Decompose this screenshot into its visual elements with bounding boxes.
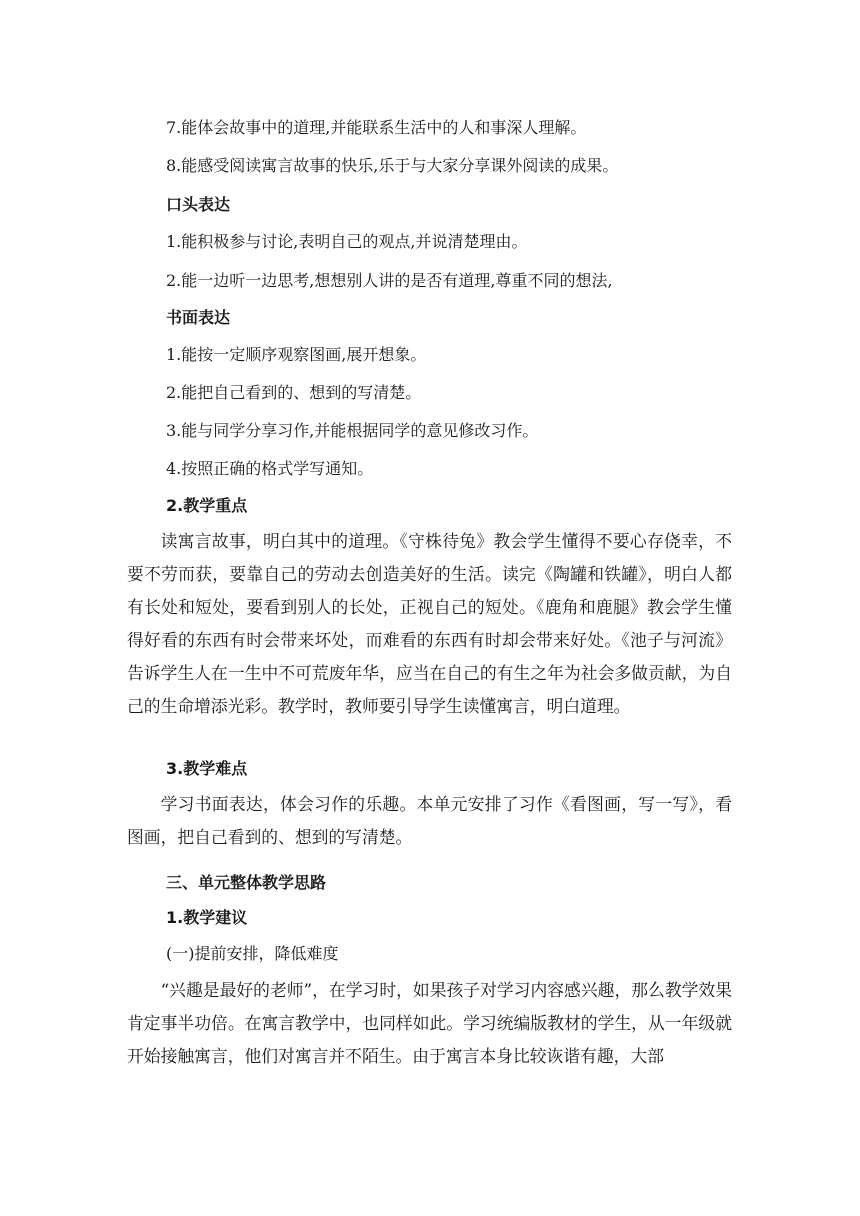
written-item-3: 3.能与同学分享习作,并能根据同学的意见修改习作。 xyxy=(166,421,539,440)
teaching-advice-subheading: (一)提前安排，降低难度 xyxy=(166,944,339,963)
teaching-advice-heading: 1.教学建议 xyxy=(166,908,248,927)
objective-item-8: 8.能感受阅读寓言故事的快乐,乐于与大家分享课外阅读的成果。 xyxy=(166,156,619,175)
written-item-4: 4.按照正确的格式学写通知。 xyxy=(166,459,374,478)
oral-item-1: 1.能积极参与讨论,表明自己的观点,并说清楚理由。 xyxy=(166,232,528,251)
oral-expression-heading: 口头表达 xyxy=(166,195,231,214)
oral-item-2: 2.能一边听一边思考,想想别人讲的是否有道理,尊重不同的想法, xyxy=(166,271,613,290)
teaching-difficulty-heading: 3.教学难点 xyxy=(166,759,248,778)
teaching-key-points-heading: 2.教学重点 xyxy=(166,496,248,515)
unit-teaching-approach-heading: 三、单元整体教学思路 xyxy=(166,873,327,892)
teaching-key-points-paragraph: 读寓言故事，明白其中的道理。《守株待兔》教会学生懂得不要心存侥幸，不要不劳而获，要靠自己的劳动去创造美好的生活。读完《陶罐和铁罐》，明白人都有长处和短处，要看到别人的长处，正视自己的短处。《鹿角和鹿腿》教会学生懂得好看的东西有时会带来坏处，而难看的东西有时却会带来好处。《池子与河流》告诉学生人在一生中不可荒废年华，应当在自己的有生之年为社会多做贡献，为自己的生命增添光彩。教学时，教师要引导学生读懂寓言，明白道理。 xyxy=(127,531,732,716)
written-expression-heading: 书面表达 xyxy=(166,308,231,327)
objective-item-7: 7.能体会故事中的道理,并能联系生活中的人和事深人理解。 xyxy=(166,118,587,137)
written-item-1: 1.能按一定顺序观察图画,展开想象。 xyxy=(166,345,427,364)
teaching-advice-paragraph: “兴趣是最好的老师”，在学习时，如果孩子对学习内容感兴趣，那么教学效果肯定事半功倍。在寓言教学中，也同样如此。学习统编版教材的学生，从一年级就开始接触寓言，他们对寓言并不陌生。由于寓言本身比较诙谐有趣，大部 xyxy=(127,980,732,1066)
written-item-2: 2.能把自己看到的、想到的写清楚。 xyxy=(166,383,422,402)
teaching-difficulty-paragraph: 学习书面表达，体会习作的乐趣。本单元安排了习作《看图画，写一写》，看图画，把自己看到的、想到的写清楚。 xyxy=(127,794,732,847)
